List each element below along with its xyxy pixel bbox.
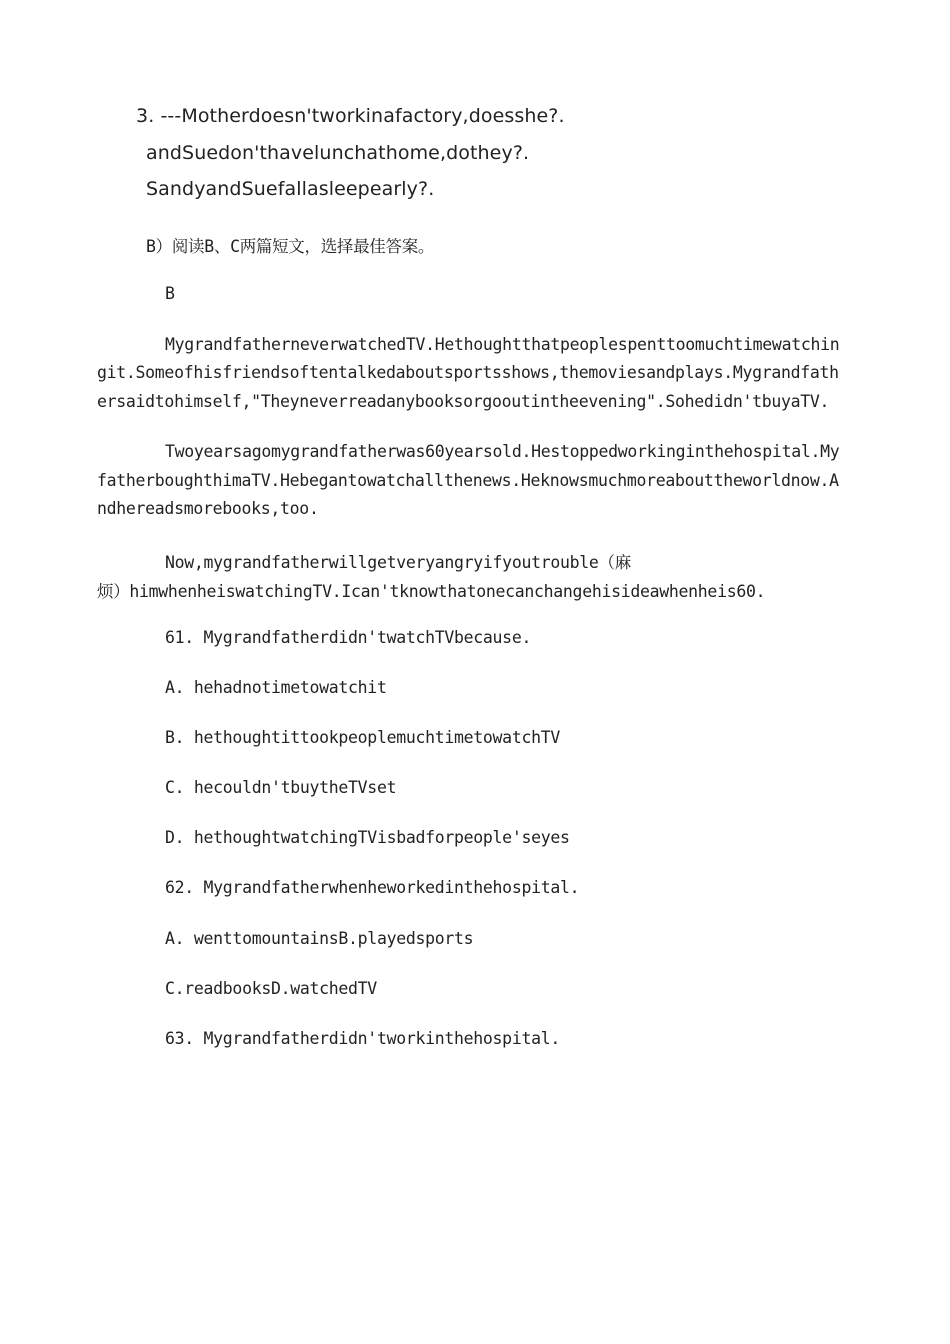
passage-p1-line3: ersaidtohimself,"Theyneverreadanybooksorgooutintheevening".Sohedidn'tbuyaTV. bbox=[97, 392, 830, 411]
question-61-option-a: A. hehadnotimetowatchit bbox=[165, 678, 387, 697]
passage-p2-line1: Twoyearsagomygrandfatherwas60yearsold.Hestoppedworkinginthehospital.My bbox=[165, 442, 840, 461]
passage-p3-line2: 烦）himwhenheiswatchingTV.Ican'tknowthatonecanchangehisideawhenheis60. bbox=[97, 582, 766, 601]
item3-line1: 3. ---Motherdoesn'tworkinafactory,doesshe?. bbox=[136, 105, 565, 127]
passage-p2-line3: ndhereadsmorebooks,too. bbox=[97, 499, 319, 518]
question-61-option-b: B. hethoughtittookpeoplemuchtimetowatchTV bbox=[165, 728, 560, 747]
question-62-options-ab: A. wenttomountainsB.playedsports bbox=[165, 929, 474, 948]
item3-line2: andSuedon'thavelunchathome,dothey?. bbox=[146, 142, 530, 164]
question-61-option-c: C. hecouldn'tbuytheTVset bbox=[165, 778, 397, 797]
passage-p1-line1: MygrandfatherneverwatchedTV.Hethoughtthatpeoplespenttoomuchtimewatchin bbox=[165, 335, 840, 354]
question-61-stem: 61. Mygrandfatherdidn'twatchTVbecause. bbox=[165, 628, 532, 647]
section-heading: B）阅读B、C两篇短文，选择最佳答案。 bbox=[146, 237, 435, 256]
item3-line3: SandyandSuefallasleepearly?. bbox=[146, 178, 435, 200]
passage-label: B bbox=[165, 284, 175, 303]
question-63-stem: 63. Mygrandfatherdidn'tworkinthehospital. bbox=[165, 1029, 560, 1048]
question-61-option-d: D. hethoughtwatchingTVisbadforpeople'seyes bbox=[165, 828, 570, 847]
passage-p3-line1: Now,mygrandfatherwillgetveryangryifyoutrouble（麻 bbox=[165, 553, 631, 572]
question-62-options-cd: C.readbooksD.watchedTV bbox=[165, 979, 377, 998]
question-62-stem: 62. Mygrandfatherwhenheworkedinthehospital. bbox=[165, 878, 580, 897]
passage-p1-line2: git.Someofhisfriendsoftentalkedaboutsportsshows,themoviesandplays.Mygrandfath bbox=[97, 363, 839, 382]
passage-p2-line2: fatherboughthimaTV.Hebegantowatchallthenews.Heknowsmuchmoreabouttheworldnow.A bbox=[97, 471, 839, 490]
